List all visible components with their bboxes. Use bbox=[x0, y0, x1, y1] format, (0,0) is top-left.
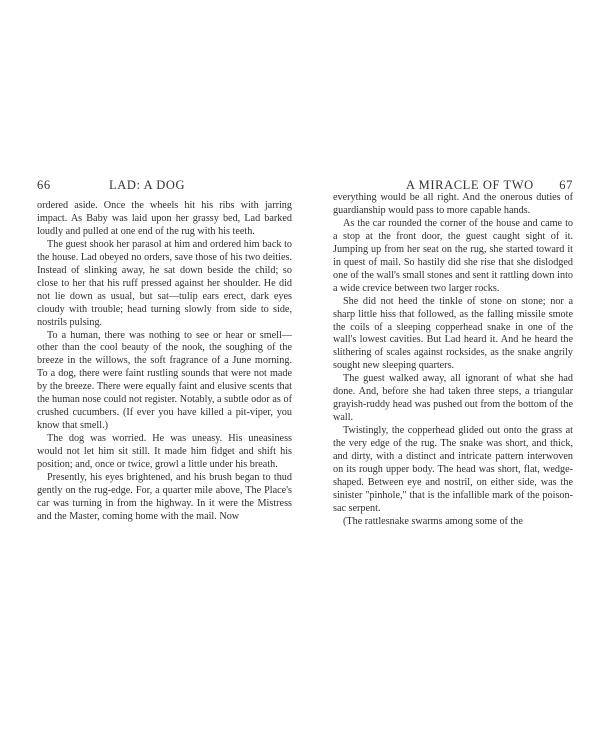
left-page-body bbox=[37, 200, 292, 524]
left-page-number: 66 bbox=[37, 178, 51, 192]
paragraph: everything would be all right. And the onerous duties of guardianship would pass to more capable hands. bbox=[333, 192, 573, 216]
right-page bbox=[333, 178, 573, 529]
paragraph: To a human, there was nothing to see or hear or smell—other than the cool beauty of the nook, the soughing of the breeze in the willows, the soft fragrance of a June morning. To a dog, there were faint rustling sounds that were not made by the breeze. There were equally faint and elusive scents that the human nose could not register. Notably, a subtle odor as of crushed cucumbers. (If ever you have killed a pit-viper, you know that smell.) bbox=[37, 329, 292, 432]
paragraph: The guest walked away, all ignorant of what she had done. And, before she had taken three steps, a triangular grayish-ruddy head was pushed out from the bottom of the wall. bbox=[333, 373, 573, 424]
paragraph: The guest shook her parasol at him and ordered him back to the house. Lad obeyed no orders, save those of his two deities. Instead of slinking away, he sat down beside the child; so close to her that his ruff pressed against her shoulder. He did not lie down as usual, but sat—tulip ears erect, dark eyes cloudy with trouble; head turning slowly from side to side, nostrils pulsing. bbox=[37, 238, 292, 328]
paragraph: As the car rounded the corner of the house and came to a stop at the front door, the guest caught sight of it. Jumping up from her seat on the rug, she started toward it in quest of mail. So hastily did she rise that she dislodged one of the wall's small stones and sent it rattling down into a wide crevice between two larger rocks. bbox=[333, 217, 573, 294]
left-running-head: LAD: A DOG bbox=[109, 178, 186, 192]
right-page-body bbox=[333, 192, 573, 529]
paragraph: The dog was worried. He was uneasy. His uneasiness would not let him sit still. It made him fidget and shift his position; and, once or twice, growl a little under his breath. bbox=[37, 433, 292, 471]
paragraph: Presently, his eyes brightened, and his brush began to thud gently on the rug-edge. For, a quarter mile above, The Place's car was turning in from the highway. In it were the Mistress and the Master, coming home with the mail. Now bbox=[37, 472, 292, 522]
paragraph: (The rattlesnake swarms among some of the bbox=[343, 515, 523, 527]
right-running-head: A MIRACLE OF TWO bbox=[406, 178, 534, 192]
right-page-header bbox=[333, 178, 573, 198]
paragraph: Twistingly, the copperhead glided out onto the grass at the very edge of the rug. The snake was short, and thick, and dirty, with a distinct and intricate pattern interwoven on its rough upper body. The head was short, flat, wedge-shaped. Between eye and nostril, on either side, was the sinister "pinhole," that is the infallible mark of the poison-sac serpent. bbox=[333, 425, 573, 514]
paragraph: ordered aside. Once the wheels hit his ribs with jarring impact. As Baby was laid upon her grassy bed, Lad barked loudly and pulled at one end of the rug with his teeth. bbox=[37, 200, 292, 237]
paragraph: She did not heed the tinkle of stone on stone; nor a sharp little hiss that followed, as the falling missile smote the coils of a sleeping copperhead snake in one of the wall's lowest cavities. But Lad heard it. And he heard the slithering of scales against rocksides, as the snake angrily sought new sleeping quarters. bbox=[333, 295, 573, 372]
right-page-number: 67 bbox=[559, 178, 573, 192]
left-page bbox=[37, 178, 292, 524]
left-page-header bbox=[37, 178, 292, 198]
